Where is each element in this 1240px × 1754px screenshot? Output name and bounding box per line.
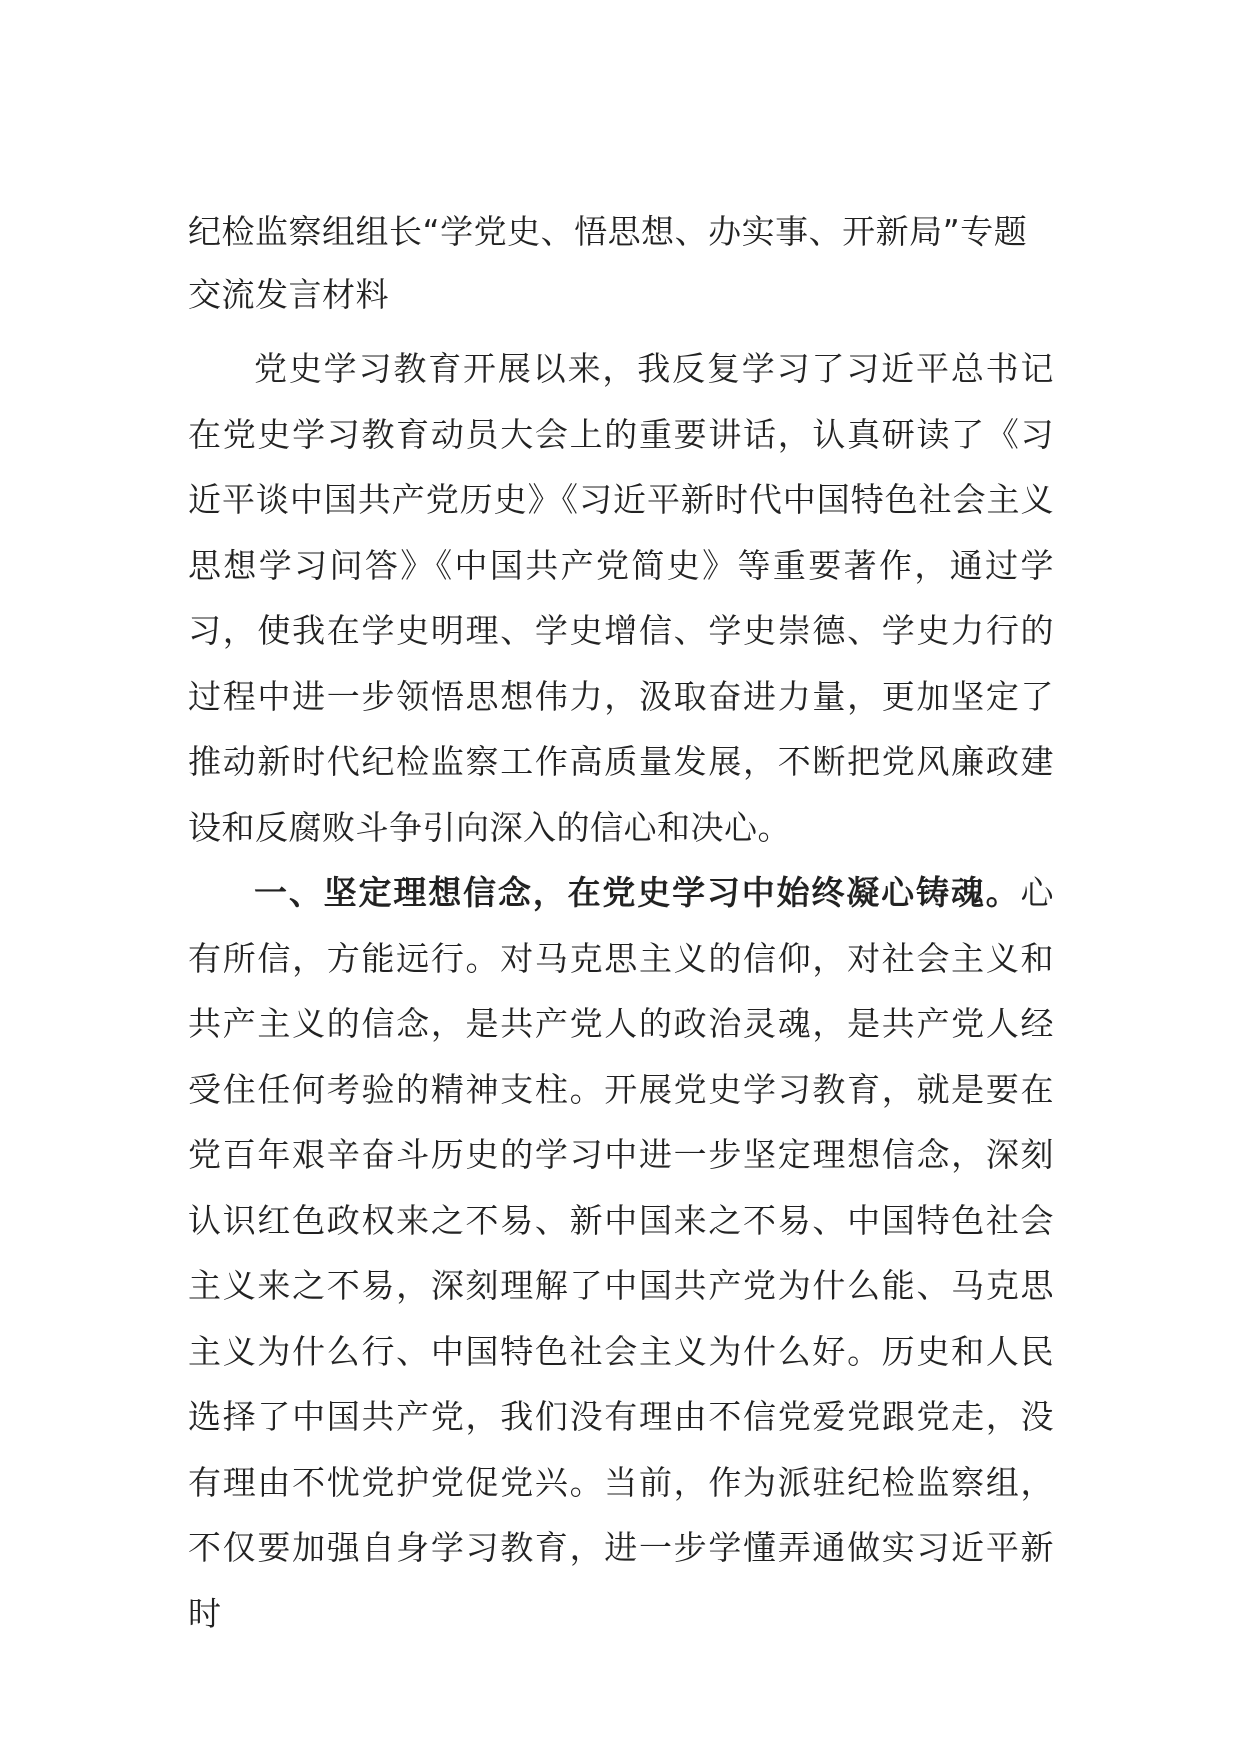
document-body <box>188 200 1054 1646</box>
intro-paragraph <box>188 336 1054 860</box>
section-one-paragraph <box>188 860 1054 1646</box>
section-one-heading: 一、坚定理想信念，在党史学习中始终凝心铸魂。 <box>254 873 1021 912</box>
section-one-text: 心有所信，方能远行。对马克思主义的信仰，对社会主义和共产主义的信念，是共产党人的政治灵魂，是共产党人经受住任何考验的精神支柱。开展党史学习教育，就是要在党百年艰辛奋斗历史的学习中进一步坚定理想信念，深刻认识红色政权来之不易、新中国来之不易、中国特色社会主义来之不易，深刻理解了中国共产党为什么能、马克思主义为什么行、中国特色社会主义为什么好。历史和人民选择了中国共产党，我们没有理由不信党爱党跟党走，没有理由不忧党护党促党兴。当前，作为派驻纪检监察组，不仅要加强自身学习教育，进一步学懂弄通做实习近平新时 <box>188 873 1054 1633</box>
document-title: 纪检监察组组长“学党史、悟思想、办实事、开新局”专题交流发言材料 <box>188 212 1028 314</box>
intro-paragraph-text: 党史学习教育开展以来，我反复学习了习近平总书记在党史学习教育动员大会上的重要讲话，认真研读了《习近平谈中国共产党历史》《习近平新时代中国特色社会主义思想学习问答》《中国共产党简史》等重要著作，通过学习，使我在学史明理、学史增信、学史崇德、学史力行的过程中进一步领悟思想伟力，汲取奋进力量，更加坚定了推动新时代纪检监察工作高质量发展，不断把党风廉政建设和反腐败斗争引向深入的信心和决心。 <box>188 349 1054 847</box>
